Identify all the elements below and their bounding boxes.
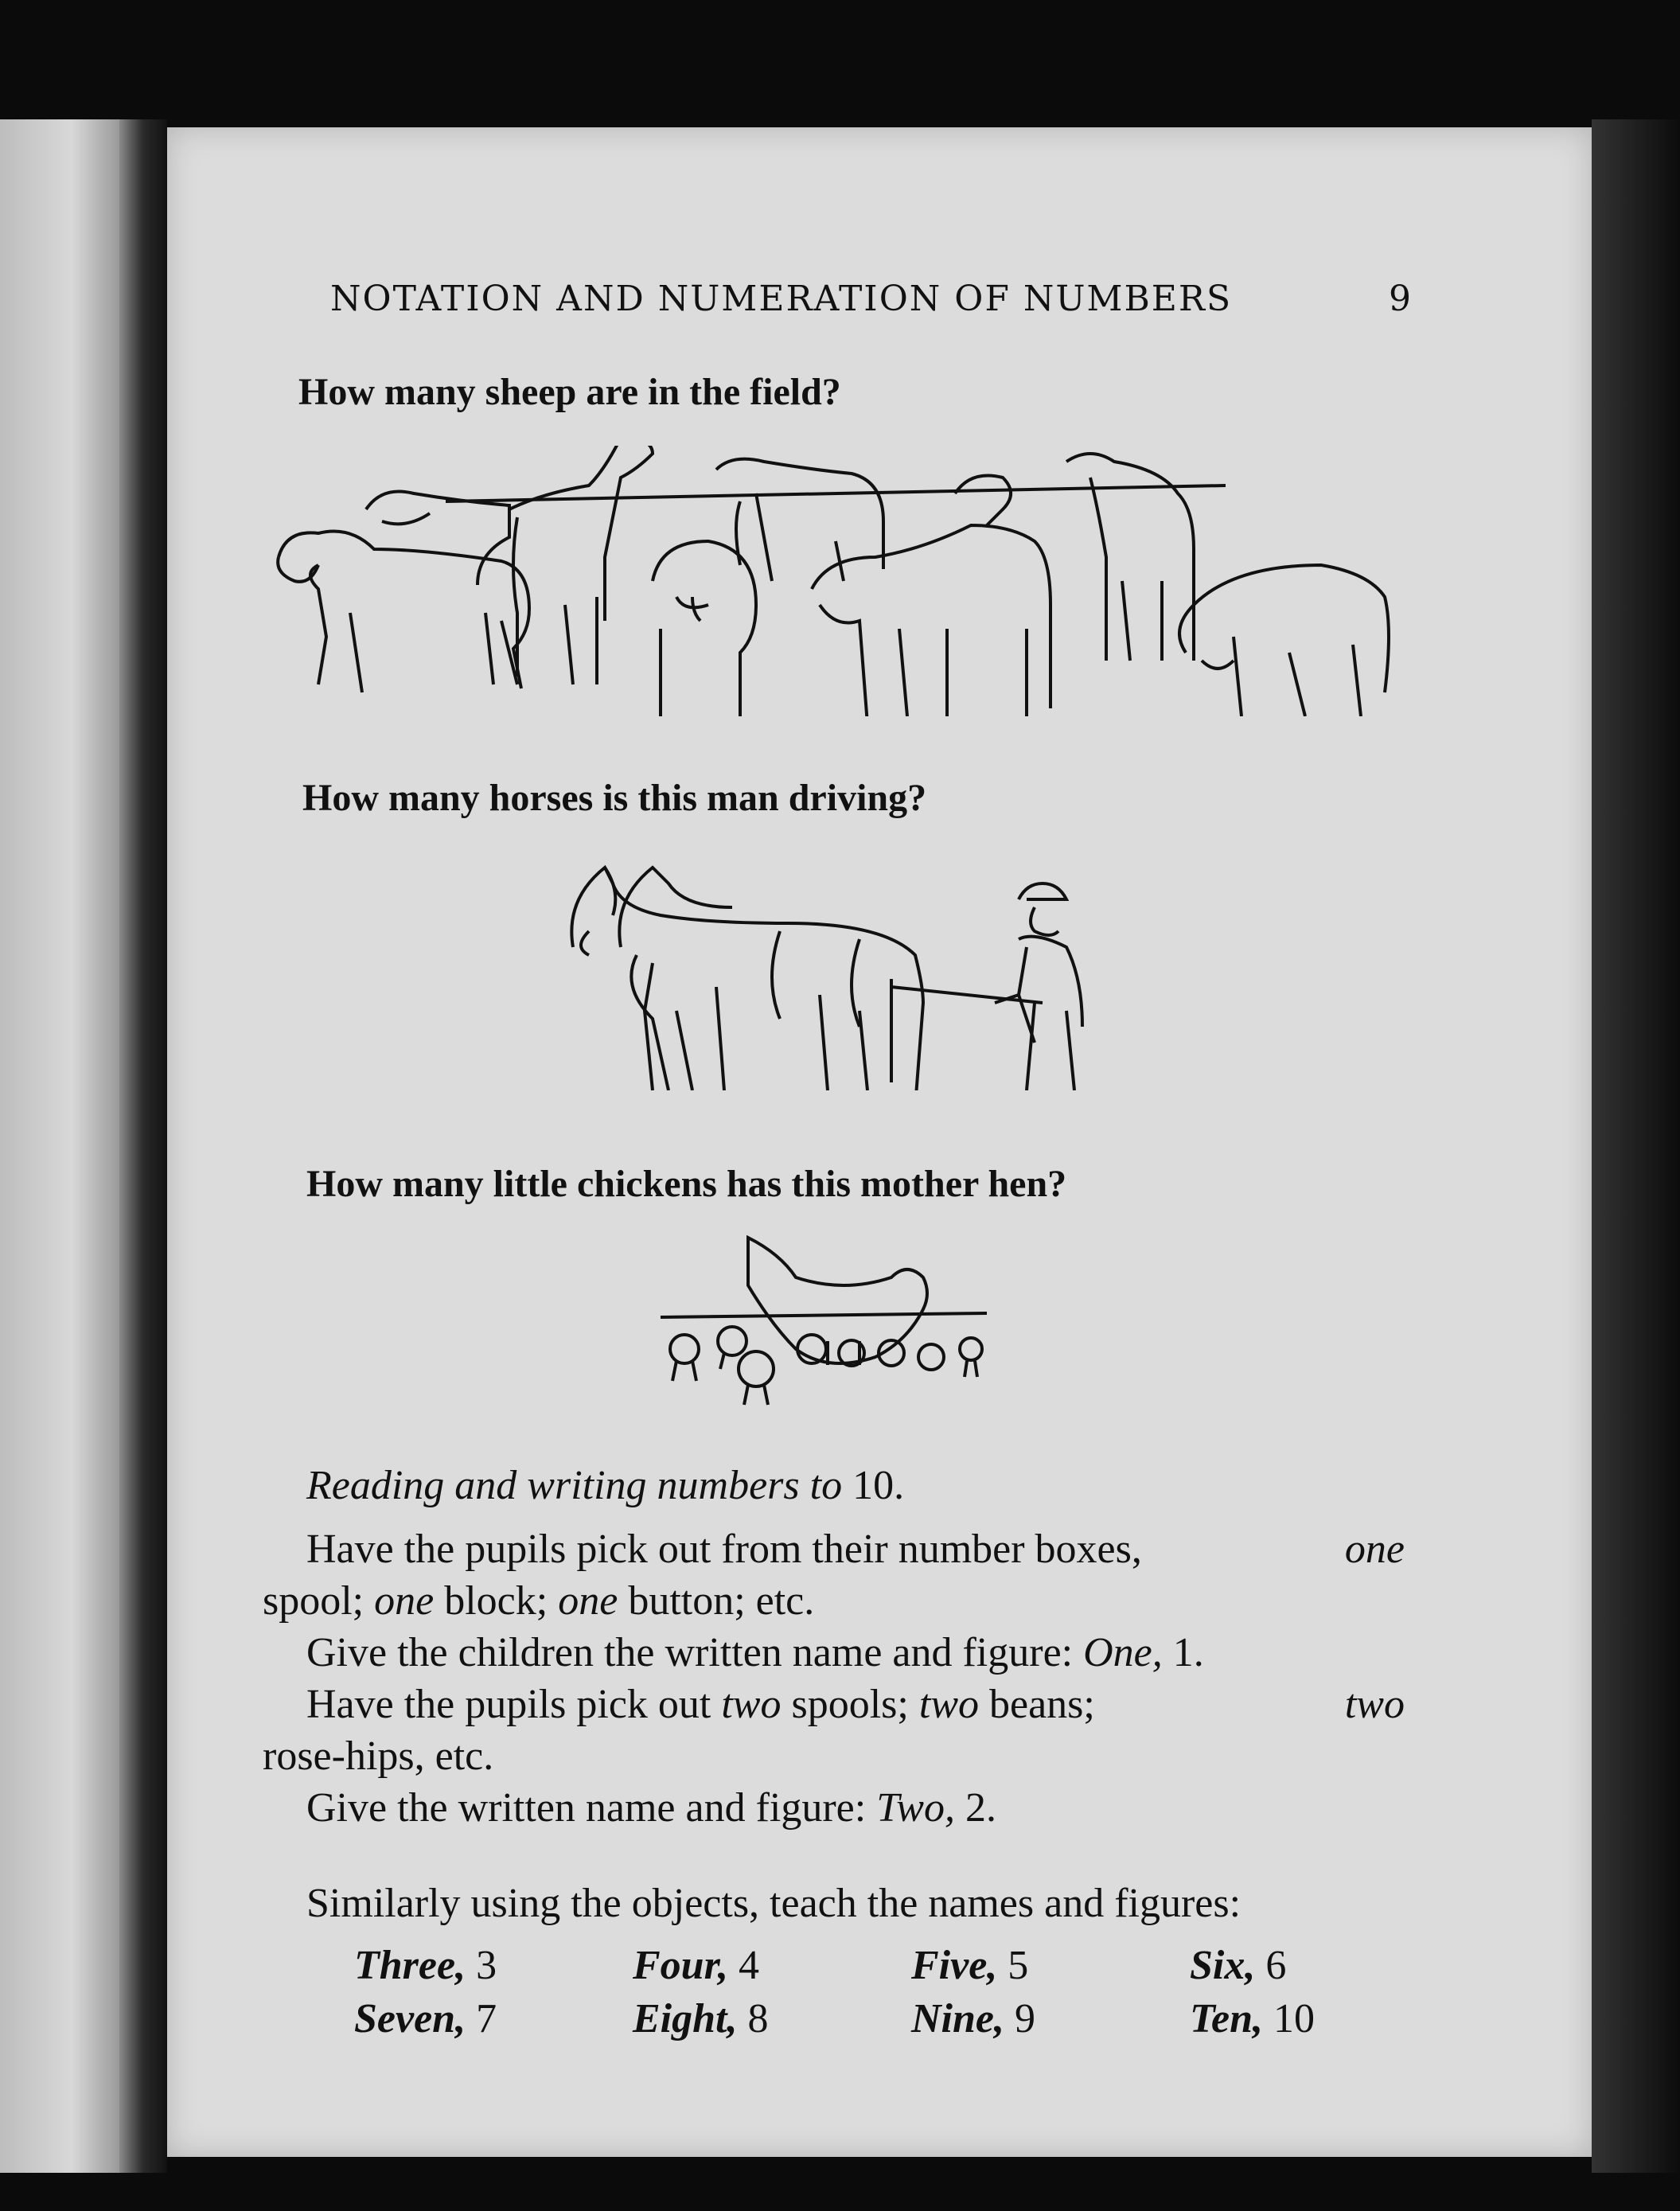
paragraph-4 (306, 1783, 996, 1834)
chick-8 (960, 1338, 982, 1377)
paragraph-3-two-1: two (721, 1682, 782, 1727)
text-one-3: one (558, 1578, 618, 1624)
number-name-three: Three, 3 (354, 1943, 497, 1988)
number-name-six: Six, 6 (1190, 1943, 1287, 1988)
horse-back (619, 868, 828, 1090)
book-page (167, 127, 1592, 2157)
sheep-8 (1179, 565, 1389, 716)
paragraph-2-one: One, (1083, 1630, 1163, 1675)
paragraph-3-spools: spools; (781, 1682, 919, 1727)
number-name-seven: Seven, 7 (354, 1996, 497, 2041)
number-name-eight: Eight, 8 (633, 1996, 769, 2041)
number-name-five: Five, 5 (911, 1943, 1029, 1988)
number-name-ten: Ten, 10 (1190, 1996, 1315, 2041)
paragraph-3 (306, 1679, 1405, 1730)
sheep-4 (653, 541, 756, 716)
chick-3 (739, 1351, 774, 1405)
running-header (330, 279, 1413, 319)
paragraph-1 (306, 1524, 1405, 1575)
paragraph-3-two-3: two (1344, 1682, 1405, 1727)
text-block: block; (434, 1578, 559, 1624)
sheep-3 (509, 446, 653, 684)
section-heading-italic: Reading and writing numbers to (306, 1463, 843, 1508)
text-spool: spool; (263, 1578, 375, 1624)
sheep-1 (278, 532, 529, 693)
sheep-5 (716, 459, 883, 581)
section-heading (306, 1460, 904, 1511)
sheep-2 (366, 492, 509, 586)
paragraph-4-figure: 2. (954, 1785, 996, 1831)
paragraph-4-two: Two, (876, 1785, 955, 1831)
section-heading-number: 10. (852, 1463, 905, 1508)
paragraph-3-text: Have the pupils pick out (306, 1682, 722, 1727)
paragraph-1-line-1: Have the pupils pick out from their number boxes, (306, 1527, 1142, 1572)
paragraph-1-one-1: one (1344, 1527, 1405, 1572)
farmer (995, 883, 1082, 1090)
paragraph-4-text: Give the written name and figure: (306, 1785, 877, 1831)
paragraph-2-figure: 1. (1162, 1630, 1204, 1675)
chick-7 (918, 1344, 944, 1370)
number-names-grid (354, 1942, 1389, 2042)
right-page-edge (1592, 119, 1680, 2173)
horses-plowing-illustration (557, 852, 1098, 1090)
book-gutter (119, 119, 167, 2173)
paragraph-5: Similarly using the objects, teach the names and figures: (306, 1881, 1241, 1926)
paragraph-3-beans: beans; (979, 1682, 1095, 1727)
paragraph-3-line-2: rose-hips, etc. (263, 1733, 494, 1779)
chick-1 (670, 1335, 699, 1381)
question-horses: How many horses is this man driving? (302, 777, 927, 819)
paragraph-2 (306, 1628, 1204, 1679)
text-one-2: one (374, 1578, 435, 1624)
left-page-edge (0, 119, 119, 2173)
sheep-6 (812, 476, 1050, 717)
paragraph-1-line-2 (263, 1576, 814, 1627)
chick-2 (718, 1327, 746, 1369)
header-title: NOTATION AND NUMERATION OF NUMBERS (330, 279, 1233, 319)
paragraph-2-text: Give the children the written name and figure: (306, 1630, 1084, 1675)
question-chickens: How many little chickens has this mother hen? (306, 1163, 1067, 1205)
number-name-nine: Nine, 9 (911, 1996, 1035, 2041)
page-number: 9 (1389, 279, 1413, 319)
question-sheep: How many sheep are in the field? (298, 371, 841, 413)
text-button: button; etc. (618, 1578, 815, 1624)
harness (772, 931, 1043, 1027)
paragraph-3-two-2: two (918, 1682, 980, 1727)
sheep-7 (1066, 454, 1194, 661)
number-name-four: Four, 4 (633, 1943, 759, 1988)
hen-and-chicks-illustration (653, 1230, 1003, 1413)
sheep-illustration (263, 446, 1393, 716)
